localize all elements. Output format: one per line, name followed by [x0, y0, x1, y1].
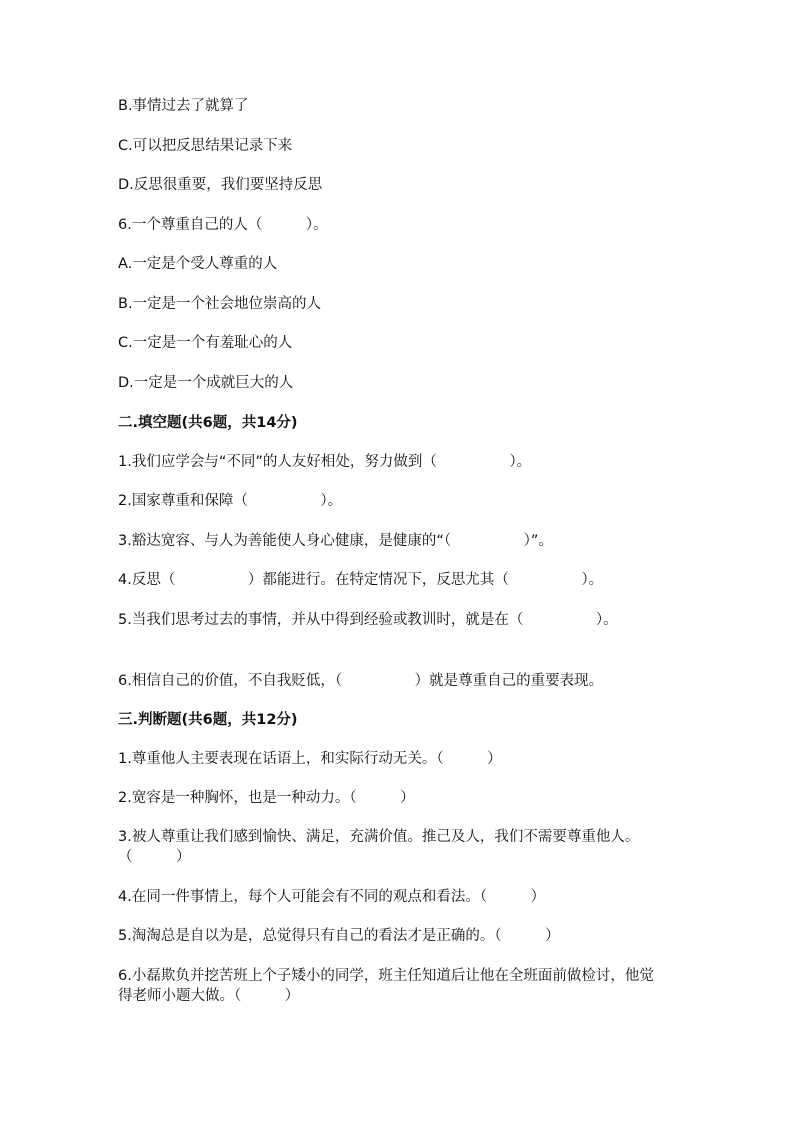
judge-question-1: 1.尊重他人主要表现在话语上，和实际行动无关。（ ） [118, 751, 502, 767]
fill-question-4: 4.反思（ ）都能进行。在特定情况下，反思尤其（ ）。 [118, 572, 604, 588]
q6-option-b: B.一定是一个社会地位崇高的人 [118, 296, 322, 312]
fill-in-section-heading: 二.填空题(共6题，共14分) [118, 415, 298, 431]
fill-question-5: 5.当我们思考过去的事情，并从中得到经验或教训时，就是在（ ）。 [118, 612, 618, 628]
judge-question-6: 6.小磊欺负并挖苦班上个子矮小的同学，班主任知道后让他在全班面前做检讨，他觉得老师小题大做。（ ） [118, 968, 654, 1004]
fill-question-6: 6.相信自己的价值，不自我贬低，（ ）就是尊重自己的重要表现。 [118, 673, 604, 689]
true-false-section-heading: 三.判断题(共6题，共12分) [118, 712, 298, 728]
judge-question-4: 4.在同一件事情上，每个人可能会有不同的观点和看法。（ ） [118, 889, 546, 905]
fill-question-2: 2.国家尊重和保障（ ）。 [118, 493, 343, 509]
q6-stem: 6.一个尊重自己的人（ ）。 [118, 217, 328, 233]
judge-question-5: 5.淘淘总是自以为是，总觉得只有自己的看法才是正确的。（ ） [118, 928, 560, 944]
judge-question-3: 3.被人尊重让我们感到愉快、满足，充满价值。推己及人，我们不需要尊重他人。（ ） [118, 829, 640, 865]
q6-option-d: D.一定是一个成就巨大的人 [118, 375, 294, 391]
fill-question-3: 3.豁达宽容、与人为善能使人身心健康，是健康的“（ ）”。 [118, 533, 553, 549]
judge-question-2: 2.宽容是一种胸怀，也是一种动力。（ ） [118, 790, 415, 806]
fill-question-1: 1.我们应学会与“不同”的人友好相处，努力做到（ ）。 [118, 454, 532, 470]
q5-option-d: D.反思很重要，我们要坚持反思 [118, 177, 323, 193]
q6-option-a: A.一定是个受人尊重的人 [118, 256, 278, 272]
q5-option-b: B.事情过去了就算了 [118, 98, 249, 114]
q5-option-c: C.可以把反思结果记录下来 [118, 138, 293, 154]
q6-option-c: C.一定是一个有羞耻心的人 [118, 335, 293, 351]
